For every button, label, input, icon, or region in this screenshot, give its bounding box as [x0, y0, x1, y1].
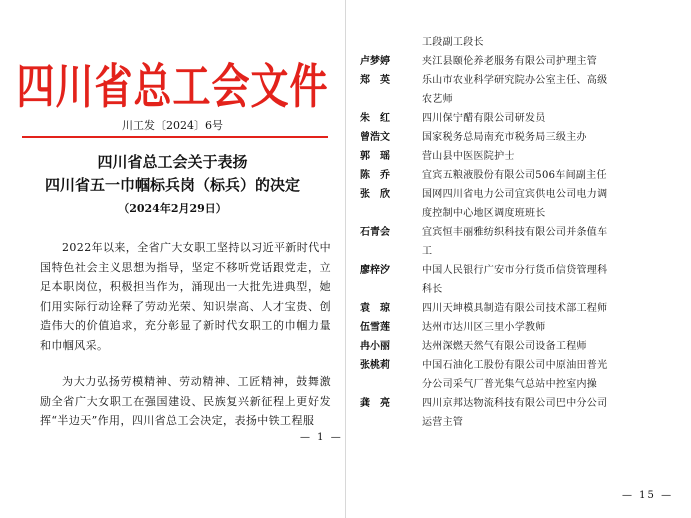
honoree-row	[360, 356, 660, 375]
document-number: 川工发〔2024〕6号	[122, 119, 223, 132]
honoree-unit: 科长	[422, 284, 443, 295]
honoree-name	[360, 204, 422, 223]
honoree-unit: 度控制中心地区调度班班长	[422, 208, 546, 219]
document-title-line-1: 四川省总工会关于表扬	[97, 153, 248, 171]
honoree-unit: 国网四川省电力公司宜宾供电公司电力调	[422, 189, 608, 200]
honoree-name: 龚 亮	[360, 398, 390, 409]
honoree-unit: 工	[422, 246, 433, 257]
honoree-row	[360, 413, 660, 432]
honoree-name	[360, 242, 422, 261]
honoree-unit: 运营主管	[422, 417, 464, 428]
honoree-unit: 中国人民银行广安市分行货币信贷管理科	[422, 265, 608, 276]
honoree-unit: 四川天坤模具制造有限公司技术部工程师	[422, 303, 608, 314]
honoree-name: 陈 乔	[360, 170, 390, 181]
honoree-row	[360, 394, 660, 413]
honoree-name: 卢梦婷	[360, 56, 390, 67]
honoree-row	[360, 71, 660, 90]
honoree-name: 张 欣	[360, 189, 390, 200]
honoree-name: 伍雪莲	[360, 322, 390, 333]
honoree-row	[360, 52, 660, 71]
honoree-unit: 夹江县颐伦养老服务有限公司护理主管	[422, 56, 598, 67]
honoree-row	[360, 337, 660, 356]
honoree-row	[360, 166, 660, 185]
honoree-row	[360, 185, 660, 204]
honoree-name	[360, 280, 422, 299]
honoree-row	[360, 128, 660, 147]
document-date: （2024年2月29日）	[118, 202, 227, 215]
honoree-name: 郑 英	[360, 75, 390, 86]
honoree-row	[360, 204, 660, 223]
document-masthead: 四川省总工会文件	[16, 59, 329, 115]
honoree-unit: 乐山市农业科学研究院办公室主任、高级	[422, 75, 608, 86]
left-page	[0, 0, 345, 518]
right-page	[346, 0, 691, 518]
honoree-name: 郭 瑶	[360, 151, 390, 162]
body-paragraph-2: 为大力弘扬劳模精神、劳动精神、工匠精神，鼓舞激励全省广大女职工在强国建设、民族复兴新征程上更好发挥“半边天”作用，四川省总工会决定，表扬中铁工程服	[40, 375, 331, 428]
honoree-row	[360, 33, 660, 52]
honoree-unit: 中国石油化工股份有限公司中原油田普光	[422, 360, 608, 371]
honoree-row	[360, 375, 660, 394]
honoree-unit: 宜宾五粮液股份有限公司506车间副主任	[422, 170, 607, 181]
page-number-left: — 1 —	[300, 432, 343, 443]
body-paragraph-1: 2022年以来，全省广大女职工坚持以习近平新时代中国特色社会主义思想为指导，坚定不移听党话跟党走，立足本职岗位，积极担当作为，涌现出一大批先进典型，她们用实际行动诠释了劳动光荣、知识崇高、人才宝贵、创造伟大的价值追求，充分彰显了新时代女职工的巾帼力量和巾帼风采。	[40, 241, 331, 352]
honoree-unit: 分公司采气厂普光集气总站中控室内操	[422, 379, 598, 390]
honoree-unit: 农艺师	[422, 94, 453, 105]
honoree-unit: 营山县中医医院护士	[422, 151, 515, 162]
honoree-row	[360, 261, 660, 280]
honoree-name: 袁 琼	[360, 303, 390, 314]
honoree-row	[360, 90, 660, 109]
honoree-name: 廖梓汐	[360, 265, 390, 276]
honoree-name	[360, 375, 422, 394]
page-number-right: — 15 —	[622, 490, 674, 501]
honoree-name	[360, 90, 422, 109]
honoree-unit: 国家税务总局南充市税务局三级主办	[422, 132, 587, 143]
honoree-unit: 达州深燃天然气有限公司设备工程师	[422, 341, 587, 352]
honoree-row	[360, 147, 660, 166]
honoree-name: 曾浩文	[360, 132, 390, 143]
document-title-line-2: 四川省五一巾帼标兵岗（标兵）的决定	[44, 176, 300, 194]
honoree-unit: 四川京邦达物流科技有限公司巴中分公司	[422, 398, 608, 409]
honoree-name	[360, 413, 422, 432]
honoree-unit: 宜宾恒丰丽雅纺织科技有限公司并条值车	[422, 227, 608, 238]
honoree-name: 冉小丽	[360, 341, 390, 352]
honoree-unit: 达州市达川区三里小学教师	[422, 322, 546, 333]
honoree-row	[360, 318, 660, 337]
honoree-row	[360, 242, 660, 261]
red-divider-line	[22, 136, 328, 138]
honoree-row	[360, 299, 660, 318]
honoree-name: 朱 红	[360, 113, 390, 124]
honoree-list	[360, 33, 660, 432]
honoree-name: 石青会	[360, 227, 390, 238]
honoree-row	[360, 280, 660, 299]
honoree-name	[360, 33, 422, 52]
honoree-unit: 四川保宁醋有限公司研发员	[422, 113, 546, 124]
honoree-row	[360, 109, 660, 128]
honoree-unit: 工段副工段长	[422, 37, 484, 48]
honoree-row	[360, 223, 660, 242]
honoree-name: 张桃莉	[360, 360, 390, 371]
